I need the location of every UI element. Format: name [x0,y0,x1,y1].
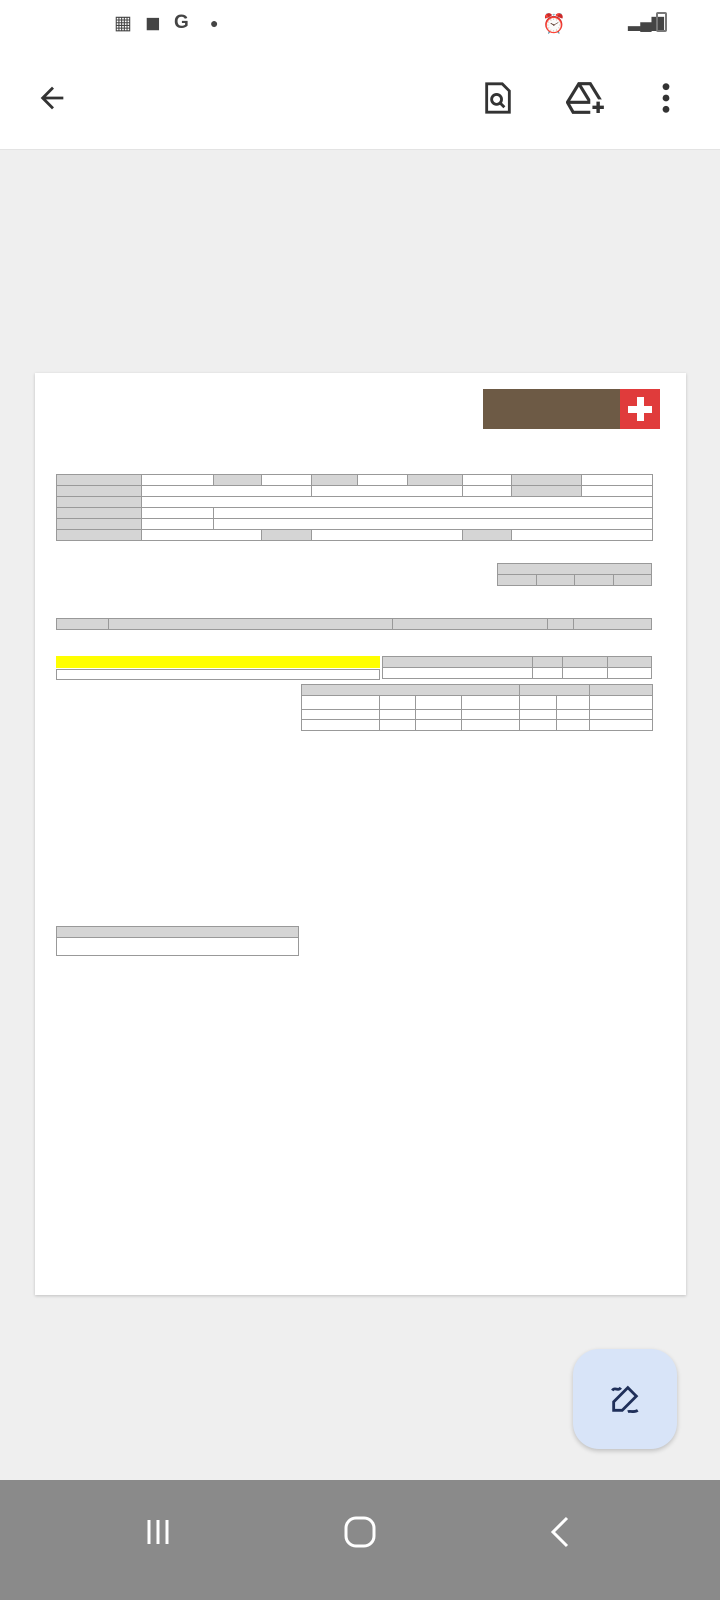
estimated-data-note [56,656,380,668]
system-back-button[interactable] [530,1502,590,1562]
milkability-table [497,563,652,586]
animal-info-table [56,474,653,541]
navigation-bar [0,1480,720,1600]
linear-description-table [301,684,653,731]
drive-add-icon [566,80,606,116]
recents-icon [143,1517,173,1547]
alarm-icon: ⏰ [542,14,566,35]
battery-icon [656,12,667,32]
app-bar [0,46,720,150]
home-icon [343,1515,377,1549]
google-icon: G [174,12,189,33]
lactation-table [56,618,652,630]
back-chevron-icon [548,1515,572,1549]
more-vert-icon [661,81,671,115]
back-button[interactable] [26,72,78,124]
find-in-document-button[interactable] [472,72,524,124]
braunvieh-logo [483,389,660,429]
lactation-legend [56,669,380,680]
lactation-chart [56,1078,336,1295]
more-options-button[interactable] [640,72,692,124]
annotate-button[interactable] [573,1349,677,1449]
notification-dot-icon: ● [210,15,219,31]
signal-icon: ▂▄▆ [628,14,664,31]
test-day-table [56,684,299,708]
shopping-bag-icon: ◼ [145,13,161,34]
back-arrow-icon [35,81,69,115]
pdf-page [35,373,686,1295]
swiss-cross-icon [620,389,660,429]
calendar-icon: ▦ [114,13,132,34]
home-button[interactable] [330,1502,390,1562]
search-document-icon [481,81,515,115]
pen-squiggle-icon [608,1382,642,1416]
recent-apps-button[interactable] [128,1502,188,1562]
insemination-table [56,926,299,956]
add-to-drive-button[interactable] [560,72,612,124]
lifetime-table [382,656,652,679]
status-bar [0,0,720,46]
